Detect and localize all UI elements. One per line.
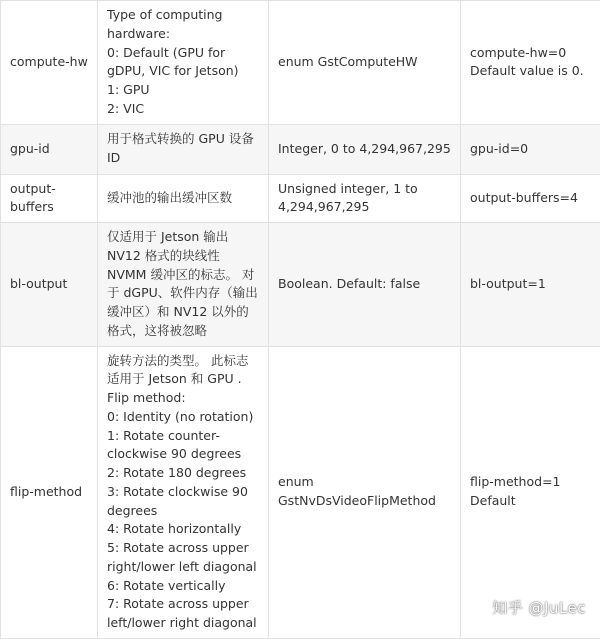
property-type-cell: Integer, 0 to 4,294,967,295 bbox=[269, 124, 461, 174]
table-row bbox=[1, 346, 600, 638]
property-example-cell: flip-method=1 Default bbox=[461, 346, 600, 638]
property-name-cell: gpu-id bbox=[1, 124, 98, 174]
property-description-cell: Type of computing hardware: 0: Default (GPU for gDPU, VIC for Jetson) 1: GPU 2: VIC bbox=[98, 1, 269, 125]
property-example-cell: output-buffers=4 bbox=[461, 174, 600, 223]
property-example-cell: compute-hw=0 Default value is 0. bbox=[461, 1, 600, 125]
property-description-cell: 仅适用于 Jetson 输出 NV12 格式的块线性 NVMM 缓冲区的标志。 对于 dGPU、软件内存（输出缓冲区）和 NV12 以外的格式，这将被忽略 bbox=[98, 223, 269, 347]
property-name-cell: flip-method bbox=[1, 346, 98, 638]
property-example-cell: bl-output=1 bbox=[461, 223, 600, 347]
property-example-cell: gpu-id=0 bbox=[461, 124, 600, 174]
table-row bbox=[1, 124, 600, 174]
property-type-cell: Boolean. Default: false bbox=[269, 223, 461, 347]
table-row bbox=[1, 1, 600, 125]
table-row bbox=[1, 223, 600, 347]
property-type-cell: enum GstNvDsVideoFlipMethod bbox=[269, 346, 461, 638]
property-description-cell: 旋转方法的类型。 此标志适用于 Jetson 和 GPU . Flip method: 0: Identity (no rotation) 1: Rotate counter-clockwise 90 degrees 2: Rotate 180 degrees 3: Rotate clockwise 90 degrees 4: Rotate horizontally 5: Rotate across upper right/lower left diagonal 6: Rotate vertically 7: Rotate across upper left/lower right diagonal bbox=[98, 346, 269, 638]
property-name-cell: compute-hw bbox=[1, 1, 98, 125]
table-row bbox=[1, 174, 600, 223]
property-name-cell: output-buffers bbox=[1, 174, 98, 223]
property-type-cell: Unsigned integer, 1 to 4,294,967,295 bbox=[269, 174, 461, 223]
property-name-cell: bl-output bbox=[1, 223, 98, 347]
property-description-cell: 缓冲池的输出缓冲区数 bbox=[98, 174, 269, 223]
properties-table-body bbox=[1, 1, 600, 639]
property-type-cell: enum GstComputeHW bbox=[269, 1, 461, 125]
watermark: 知乎 @JuLec bbox=[492, 597, 586, 618]
property-description-cell: 用于格式转换的 GPU 设备 ID bbox=[98, 124, 269, 174]
